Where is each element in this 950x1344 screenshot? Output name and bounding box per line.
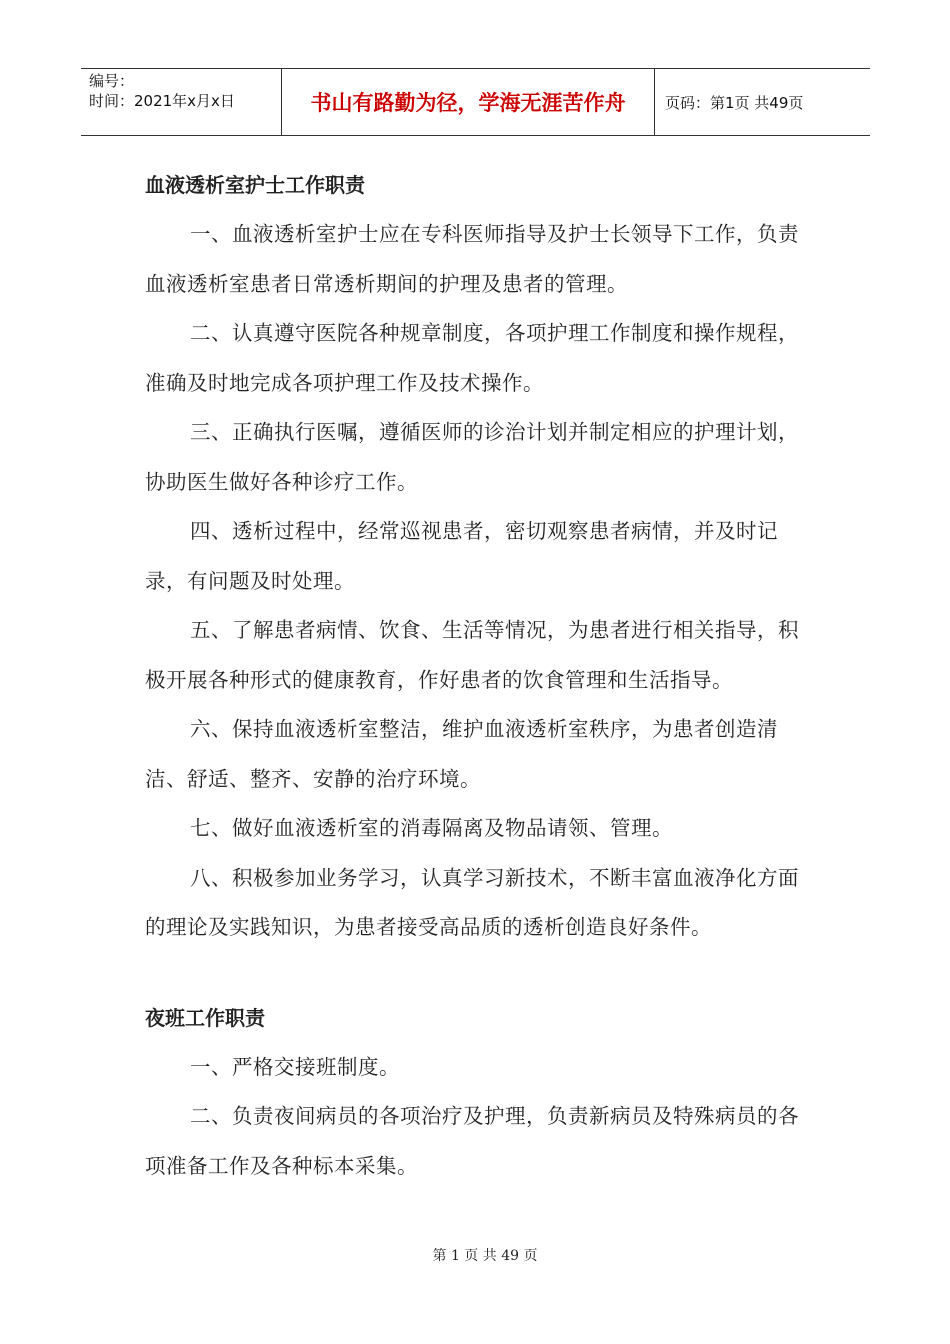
section-title: 夜班工作职责 [145, 1005, 265, 1030]
paragraph: 五、了解患者病情、饮食、生活等情况，为患者进行相关指导，积极开展各种形式的健康教育，作好患者的饮食管理和生活指导。 [145, 618, 799, 692]
section-title: 血液透析室护士工作职责 [145, 173, 365, 197]
page-header [81, 68, 870, 136]
serial-label: 编号： [89, 72, 135, 90]
page-footer: 第 1 页 共 49 页 [432, 1248, 538, 1264]
paragraph: 八、积极参加业务学习，认真学习新技术，不断丰富血液净化方面的理论及实践知识，为患者接受高品质的透析创造良好条件。 [145, 865, 799, 939]
paragraph: 一、血液透析室护士应在专科医师指导及护士长领导下工作，负责血液透析室患者日常透析期间的护理及患者的管理。 [145, 222, 799, 296]
paragraph: 六、保持血液透析室整洁，维护血液透析室秩序，为患者创造清洁、舒适、整齐、安静的治疗环境。 [145, 717, 778, 791]
header-page-info: 页码：第1页 共49页 [665, 93, 804, 112]
paragraph: 三、正确执行医嘱，遵循医师的诊治计划并制定相应的护理计划，协助医生做好各种诊疗工作。 [145, 420, 799, 494]
time-label: 时间：2021年x月x日 [89, 92, 235, 110]
paragraph: 二、负责夜间病员的各项治疗及护理，负责新病员及特殊病员的各项准备工作及各种标本采集。 [145, 1104, 799, 1178]
header-motto: 书山有路勤为径，学海无涯苦作舟 [282, 69, 655, 135]
header-meta-cell [81, 69, 282, 135]
paragraph: 一、严格交接班制度。 [190, 1054, 400, 1079]
paragraph: 七、做好血液透析室的消毒隔离及物品请领、管理。 [190, 816, 673, 840]
paragraph: 二、认真遵守医院各种规章制度，各项护理工作制度和操作规程，准确及时地完成各项护理工作及技术操作。 [145, 321, 799, 395]
document-body [145, 160, 805, 1191]
paragraph: 四、透析过程中，经常巡视患者，密切观察患者病情，并及时记录，有问题及时处理。 [145, 519, 778, 593]
section-gap [145, 953, 805, 993]
